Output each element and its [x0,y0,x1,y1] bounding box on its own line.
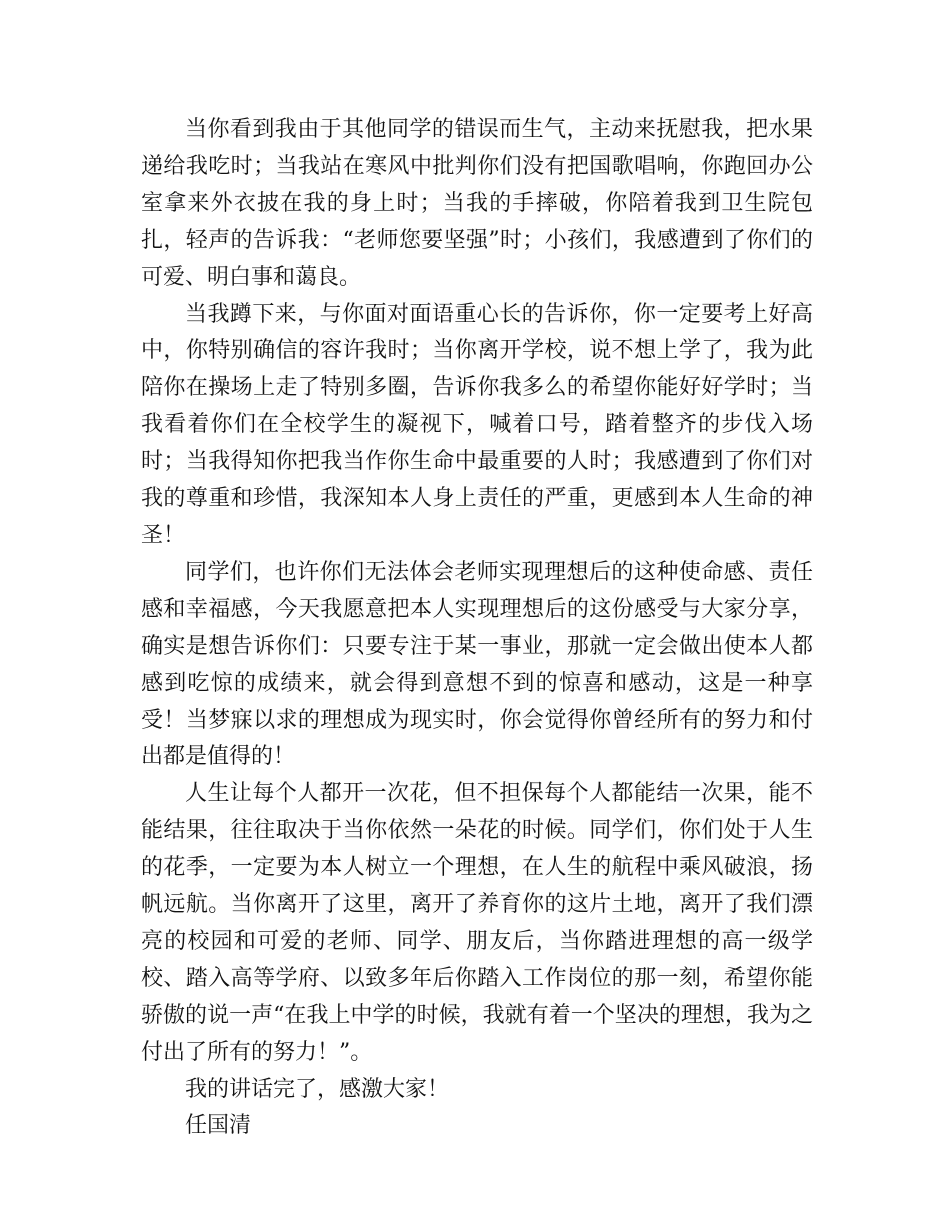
paragraph-2: 当我蹲下来，与你面对面语重心长的告诉你，你一定要考上好高中，你特别确信的容许我时；当你离开学校，说不想上学了，我为此陪你在操场上走了特别多圈，告诉你我多么的希望你能好好学时；当我看着你们在全校学生的凝视下，喊着口号，踏着整齐的步伐入场时；当我得知你把我当作你生命中最重要的人时；我感遭到了你们对我的尊重和珍惜，我深知本人身上责任的严重，更感到本人生命的神圣！ [141,301,813,548]
paragraph-1: 当你看到我由于其他同学的错误而生气，主动来抚慰我，把水果递给我吃时；当我站在寒风中批判你们没有把国歌唱响，你跑回办公室拿来外衣披在我的身上时；当我的手摔破，你陪着我到卫生院包扎，轻声的告诉我：“老师您要坚强”时；小孩们，我感遭到了你们的可爱、明白事和蔼良。 [141,117,813,290]
paragraph-3: 同学们，也许你们无法体会老师实现理想后的这种使命感、责任感和幸福感，今天我愿意把本人实现理想后的这份感受与大家分享，确实是想告诉你们：只要专注于某一事业，那就一定会做出使本人都感到吃惊的成绩来，就会得到意想不到的惊喜和感动，这是一种享受！当梦寐以求的理想成为现实时，你会觉得你曾经所有的努力和付出都是值得的！ [141,559,813,770]
speech-body [141,112,813,1145]
paragraph-4: 人生让每个人都开一次花，但不担保每个人都能结一次果，能不能结果，往往取决于当你依然一朵花的时候。同学们，你们处于人生的花季，一定要为本人树立一个理想，在人生的航程中乘风破浪，扬帆远航。当你离开了这里，离开了养育你的这片土地，离开了我们漂亮的校园和可爱的老师、同学、朋友后，当你踏进理想的高一级学校、踏入高等学府、以致多年后你踏入工作岗位的那一刻，希望你能骄傲的说一声“在我上中学的时候，我就有着一个坚决的理想，我为之付出了所有的努力！”。 [141,781,813,1065]
author-signature: 任国清 [185,1113,252,1139]
closing-line: 我的讲话完了，感激大家！ [185,1076,450,1102]
